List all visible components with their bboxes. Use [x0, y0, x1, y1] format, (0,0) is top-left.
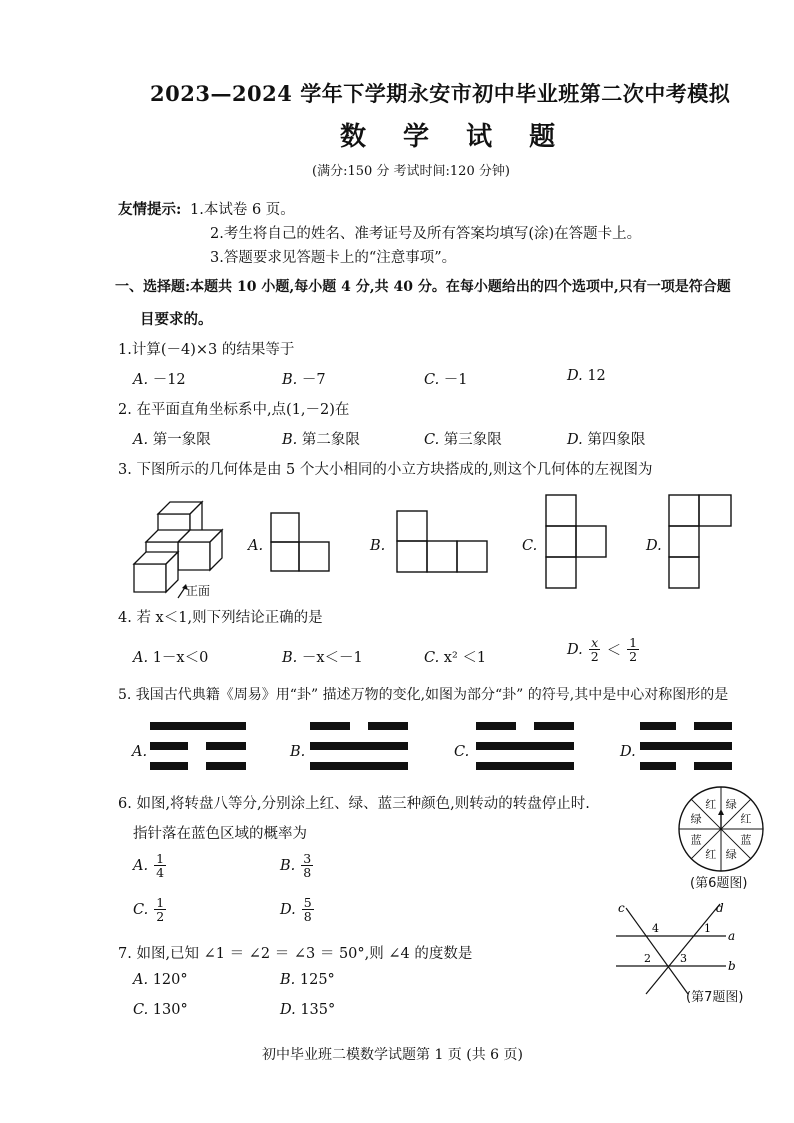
spinner-sector-label: 蓝	[690, 833, 702, 847]
q2-option-d: D. 第四象限	[567, 432, 646, 448]
q1-stem: 1.计算(－4)×3 的结果等于	[118, 342, 295, 358]
q2-option-c: C. 第三象限	[424, 432, 502, 448]
q3-option-a: A.	[248, 538, 264, 554]
q3-option-d-view	[668, 494, 734, 590]
q2-stem: 2. 在平面直角坐标系中,点(1,－2)在	[118, 402, 350, 418]
q3-option-c-view	[545, 494, 609, 590]
q1-option-a: A. －12	[133, 372, 186, 388]
q6-option-b: B. $\frac{3}{8}$	[280, 851, 312, 880]
q4-stem: 4. 若 x＜1,则下列结论正确的是	[118, 610, 323, 626]
q5-option-a-hexagram	[150, 720, 246, 776]
q6-option-d: D. $\frac{5}{8}$	[280, 895, 312, 924]
q1-option-d: D. 12	[567, 368, 606, 384]
q6-option-c: C. $\frac{1}{2}$	[133, 895, 165, 924]
fraction: $\frac{1}{4}$	[156, 851, 165, 880]
q5-option-a: A.	[132, 744, 148, 760]
label-b: b	[728, 959, 736, 973]
spinner-sector-label: 红	[705, 847, 717, 861]
q5-option-b-hexagram	[310, 720, 408, 776]
q5-option-b: B.	[290, 744, 306, 760]
spinner-sector-label: 红	[705, 798, 717, 812]
spinner-sector-label: 绿	[725, 798, 737, 812]
q7-figure-caption: (第7题图)	[686, 990, 744, 1005]
q6-figure-caption: (第6题图)	[690, 876, 748, 891]
q2-option-a: A. 第一象限	[133, 432, 211, 448]
q3-option-d: D.	[646, 538, 662, 554]
q7-option-a: A. 120°	[133, 972, 188, 988]
angle-4-label: 4	[652, 922, 659, 935]
q3-option-a-view	[270, 512, 332, 574]
q4-option-c: C. x² ＜1	[424, 650, 487, 666]
q6-stem-cont: 指针落在蓝色区域的概率为	[133, 826, 307, 842]
label-d: d	[716, 901, 724, 915]
q6-spinner-figure	[676, 784, 766, 874]
tips-label: 友情提示:	[118, 201, 182, 218]
fraction: $\frac{1}{2}$	[629, 635, 638, 664]
spinner-sector-label: 绿	[725, 847, 737, 861]
fraction: $\frac{x}{2}$	[590, 635, 599, 664]
spinner-sector-label: 红	[740, 812, 752, 826]
q6-stem: 6. 如图,将转盘八等分,分别涂上红、绿、蓝三种颜色,则转动的转盘停止时.	[118, 796, 590, 812]
fraction: $\frac{3}{8}$	[303, 851, 312, 880]
q3-stem: 3. 下图所示的几何体是由 5 个大小相同的小立方块搭成的,则这个几何体的左视图为	[118, 462, 653, 478]
spinner-sector-label: 蓝	[740, 833, 752, 847]
section-heading-cont: 目要求的。	[140, 311, 213, 328]
q7-option-d: D. 135°	[280, 1002, 336, 1018]
q4-option-a: A. 1－x＜0	[133, 650, 209, 666]
q7-option-c: C. 130°	[133, 1002, 188, 1018]
q5-option-c: C.	[454, 744, 470, 760]
tip-item: 2.考生将自己的姓名、准考证号及所有答案均填写(涂)在答题卡上。	[210, 226, 642, 242]
exam-title: 2023—2024 学年下学期永安市初中毕业班第二次中考模拟	[150, 81, 731, 106]
angle-2-label: 2	[644, 952, 651, 965]
tip-item: 3.答题要求见答题卡上的“注意事项”。	[210, 250, 457, 266]
exam-info: (满分:150 分 考试时间:120 分钟)	[312, 164, 510, 179]
front-label: 正面	[186, 584, 211, 598]
angle-3-label: 3	[680, 952, 687, 965]
label-c: c	[618, 901, 625, 915]
subject-title: 数 学 试 题	[340, 122, 570, 152]
q3-solid-figure	[128, 480, 228, 600]
spinner-sector-label: 绿	[690, 812, 702, 826]
q4-option-d: D. $\frac{x}{2}$ ＜ $\frac{1}{2}$	[567, 635, 638, 664]
q1-option-c: C. －1	[424, 372, 468, 388]
label-a: a	[728, 929, 736, 943]
angle-1-label: 1	[704, 922, 711, 935]
q1-option-b: B. －7	[282, 372, 326, 388]
q5-option-d: D.	[620, 744, 636, 760]
fraction: $\frac{5}{8}$	[303, 895, 312, 924]
q2-option-b: B. 第二象限	[282, 432, 360, 448]
q7-option-b: B. 125°	[280, 972, 335, 988]
q5-stem: 5. 我国古代典籍《周易》用“卦” 描述万物的变化,如图为部分“卦” 的符号,其中是中心对称图形的是	[118, 687, 729, 703]
q4-option-b: B. －x＜－1	[282, 650, 363, 666]
section-heading: 一、选择题:本题共 10 小题,每小题 4 分,共 40 分。在每小题给出的四个选项中,只有一项是符合题	[115, 279, 731, 295]
fraction: $\frac{1}{2}$	[156, 895, 165, 924]
q5-option-c-hexagram	[476, 720, 574, 776]
q3-option-c: C.	[522, 538, 538, 554]
q5-option-d-hexagram	[640, 720, 732, 776]
tip-item: 1.本试卷 6 页。	[190, 202, 295, 218]
q7-lines-figure	[608, 898, 748, 998]
q3-option-b: B.	[370, 538, 386, 554]
page-footer: 初中毕业班二模数学试题第 1 页 (共 6 页)	[262, 1047, 523, 1063]
q3-option-b-view	[396, 510, 488, 574]
q6-option-a: A. $\frac{1}{4}$	[133, 851, 165, 880]
q7-stem: 7. 如图,已知 ∠1 ＝ ∠2 ＝ ∠3 ＝ 50°,则 ∠4 的度数是	[118, 946, 473, 962]
